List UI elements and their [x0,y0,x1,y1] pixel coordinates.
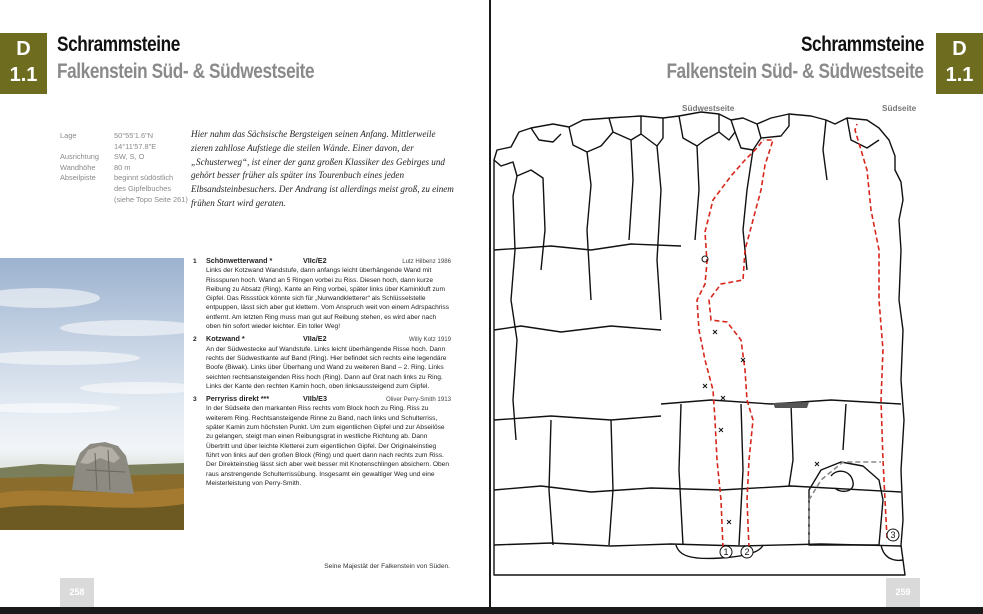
photo-caption: Seine Majestät der Falkenstein von Süden. [324,563,450,570]
route-number: 2 [193,336,197,344]
info-value: 14°11'57.8"E [114,141,157,151]
info-value: SW, S, O [114,152,145,162]
chapter-badge [0,33,47,94]
route-grade: VIIc/E2 [303,256,327,265]
route-name: Kotzwand * [206,334,245,344]
info-row [60,131,194,142]
right-page [491,0,983,607]
page-subtitle-right: Falkenstein Süd- & Südwestseite [666,60,924,83]
route-name: Schönwetterwand * [206,256,273,265]
page-subtitle: Falkenstein Süd- & Südwestseite [57,60,315,83]
route-description: In der Südseite den markanten Riss rechts vom Block hoch zu Ring. Riss zu weiterem Ring. Rechtsansteigende Rinne zu Band, nach links und Schulterriss, später Kamin zum höchsten Punkt. Um zum eigentlichen Gipfel und zur Abseilöse zu gelangen, steigt man einen Reibungsgrat in westliche Richtung ab. Dann Übertritt und über leichte Kletterei zum eigentlichen Gipfel. Der Originaleinstieg führt von links auf den großen Block (Ring) und quert dann nach rechts zum Riss. Der Direkteinstieg lässt sich aber weit besser mit Knotenschlingen absichern. Oben raus anstrengende Schulterrissübung. Insgesamt ein gewaltiger Weg und eine Meisterleistung von Perry-Smith. [206,405,449,487]
route-author: Willy Kotz 1919 [409,336,451,344]
info-row [60,152,194,163]
info-key [60,142,114,153]
info-row [60,184,194,195]
info-value: (siehe Topo Seite 261) [114,194,188,204]
info-key [60,184,114,195]
page-number-right: 259 [886,578,920,607]
topo-marker-3: 3 [890,530,896,540]
info-value: 50°55'1.6"N [114,131,154,140]
info-row [60,142,194,153]
route-description: Links der Kotzwand Wandstufe, dann anfangs leicht überhängende Wand mit Rissspuren hoch. Wand an 5 Ringen vorbei zu Riss. Diesen hoch, dann kurze Reibung zu Absatz (Ring). Kante an Ring vorbei, später links über Kaminkluft zum Gipfel. Das Rissstück könnte sich für „Nurwandkletterer“ als Schlüsselstelle entpuppen, lässt sich aber gut klettern. Vom Anspruch weit von einem Adrspachriss entfernt. Am letzten Ring muss man gut auf Reibung stehen, es wird aber nach oben hin sofort wieder leichter. Ein toller Weg! [206,267,450,331]
intro-text: Hier nahm das Sächsische Bergsteigen seinen Anfang. Mittlerweile zieren zahllose Aufstiege die steilen Wände. Einer davon, der „Schusterweg“, ist einer der ganz großen Klassiker des Gebirges und gehört besser früher als später ins Tourenbuch eines jeden Elbsandsteinbesuchers. Der Andrang ist allerdings meist groß, zu einem frühen Start wird geraten. [191,129,454,208]
info-row [60,163,194,174]
topo-label-southwest: Südwestseite [682,104,735,113]
topo-marker-2: 2 [744,547,750,557]
info-row [60,173,194,184]
route-item [193,256,451,331]
route-item [193,394,451,488]
route-author: Lutz Hilbenz 1986 [402,258,451,265]
info-value: des Gipfelbuches [114,183,172,193]
left-page [0,0,489,607]
info-key: Lage [60,131,77,140]
chapter-letter: D [952,38,967,60]
falkenstein-photo [0,258,184,530]
info-row [60,195,194,206]
info-key: Wandhöhe [60,162,96,172]
route-name: Perryriss direkt *** [206,394,270,404]
page-title-right: Schrammsteine [801,33,924,56]
info-key: Ausrichtung [60,152,100,162]
route-grade: VIIa/E2 [303,334,327,344]
page-title: Schrammsteine [57,33,180,56]
info-value: beginnt südöstlich [114,173,174,183]
topo-drawing [491,0,983,607]
info-value: 80 m [114,162,131,172]
chapter-letter: D [16,38,31,60]
photo-illustration [0,258,184,530]
route-number: 3 [193,396,197,404]
route-number: 1 [193,258,197,265]
chapter-number: 1.1 [9,64,38,86]
route-description: An der Südwestecke auf Wandstufe. Links leicht überhängende Risse hoch. Dann rechts der Südwestkante auf Band (Ring). Hier befindet sich rechts eine legendäre Boofe (Biwak). Links über Überhang und Wand zu weiteren Band – 2. Ring. Links seichten rechtsansteigenden Riss hoch (Ring). Dann auf Grat nach links zu Ring. Links der Kante den rechten Kamin hoch, oben linksaussteigend zum Gipfel. [206,345,447,390]
info-table [60,131,194,205]
route-list [193,256,451,491]
page-number-left: 258 [60,578,94,607]
route-author: Oliver Perry-Smith 1913 [385,396,451,404]
info-key: Abseilpiste [60,173,96,183]
topo-marker-1: 1 [723,547,729,557]
topo-label-south: Südseite [882,104,917,113]
route-item [193,334,451,391]
chapter-number: 1.1 [945,64,974,86]
info-key [60,195,114,206]
route-grade: VIIb/E3 [303,394,327,404]
